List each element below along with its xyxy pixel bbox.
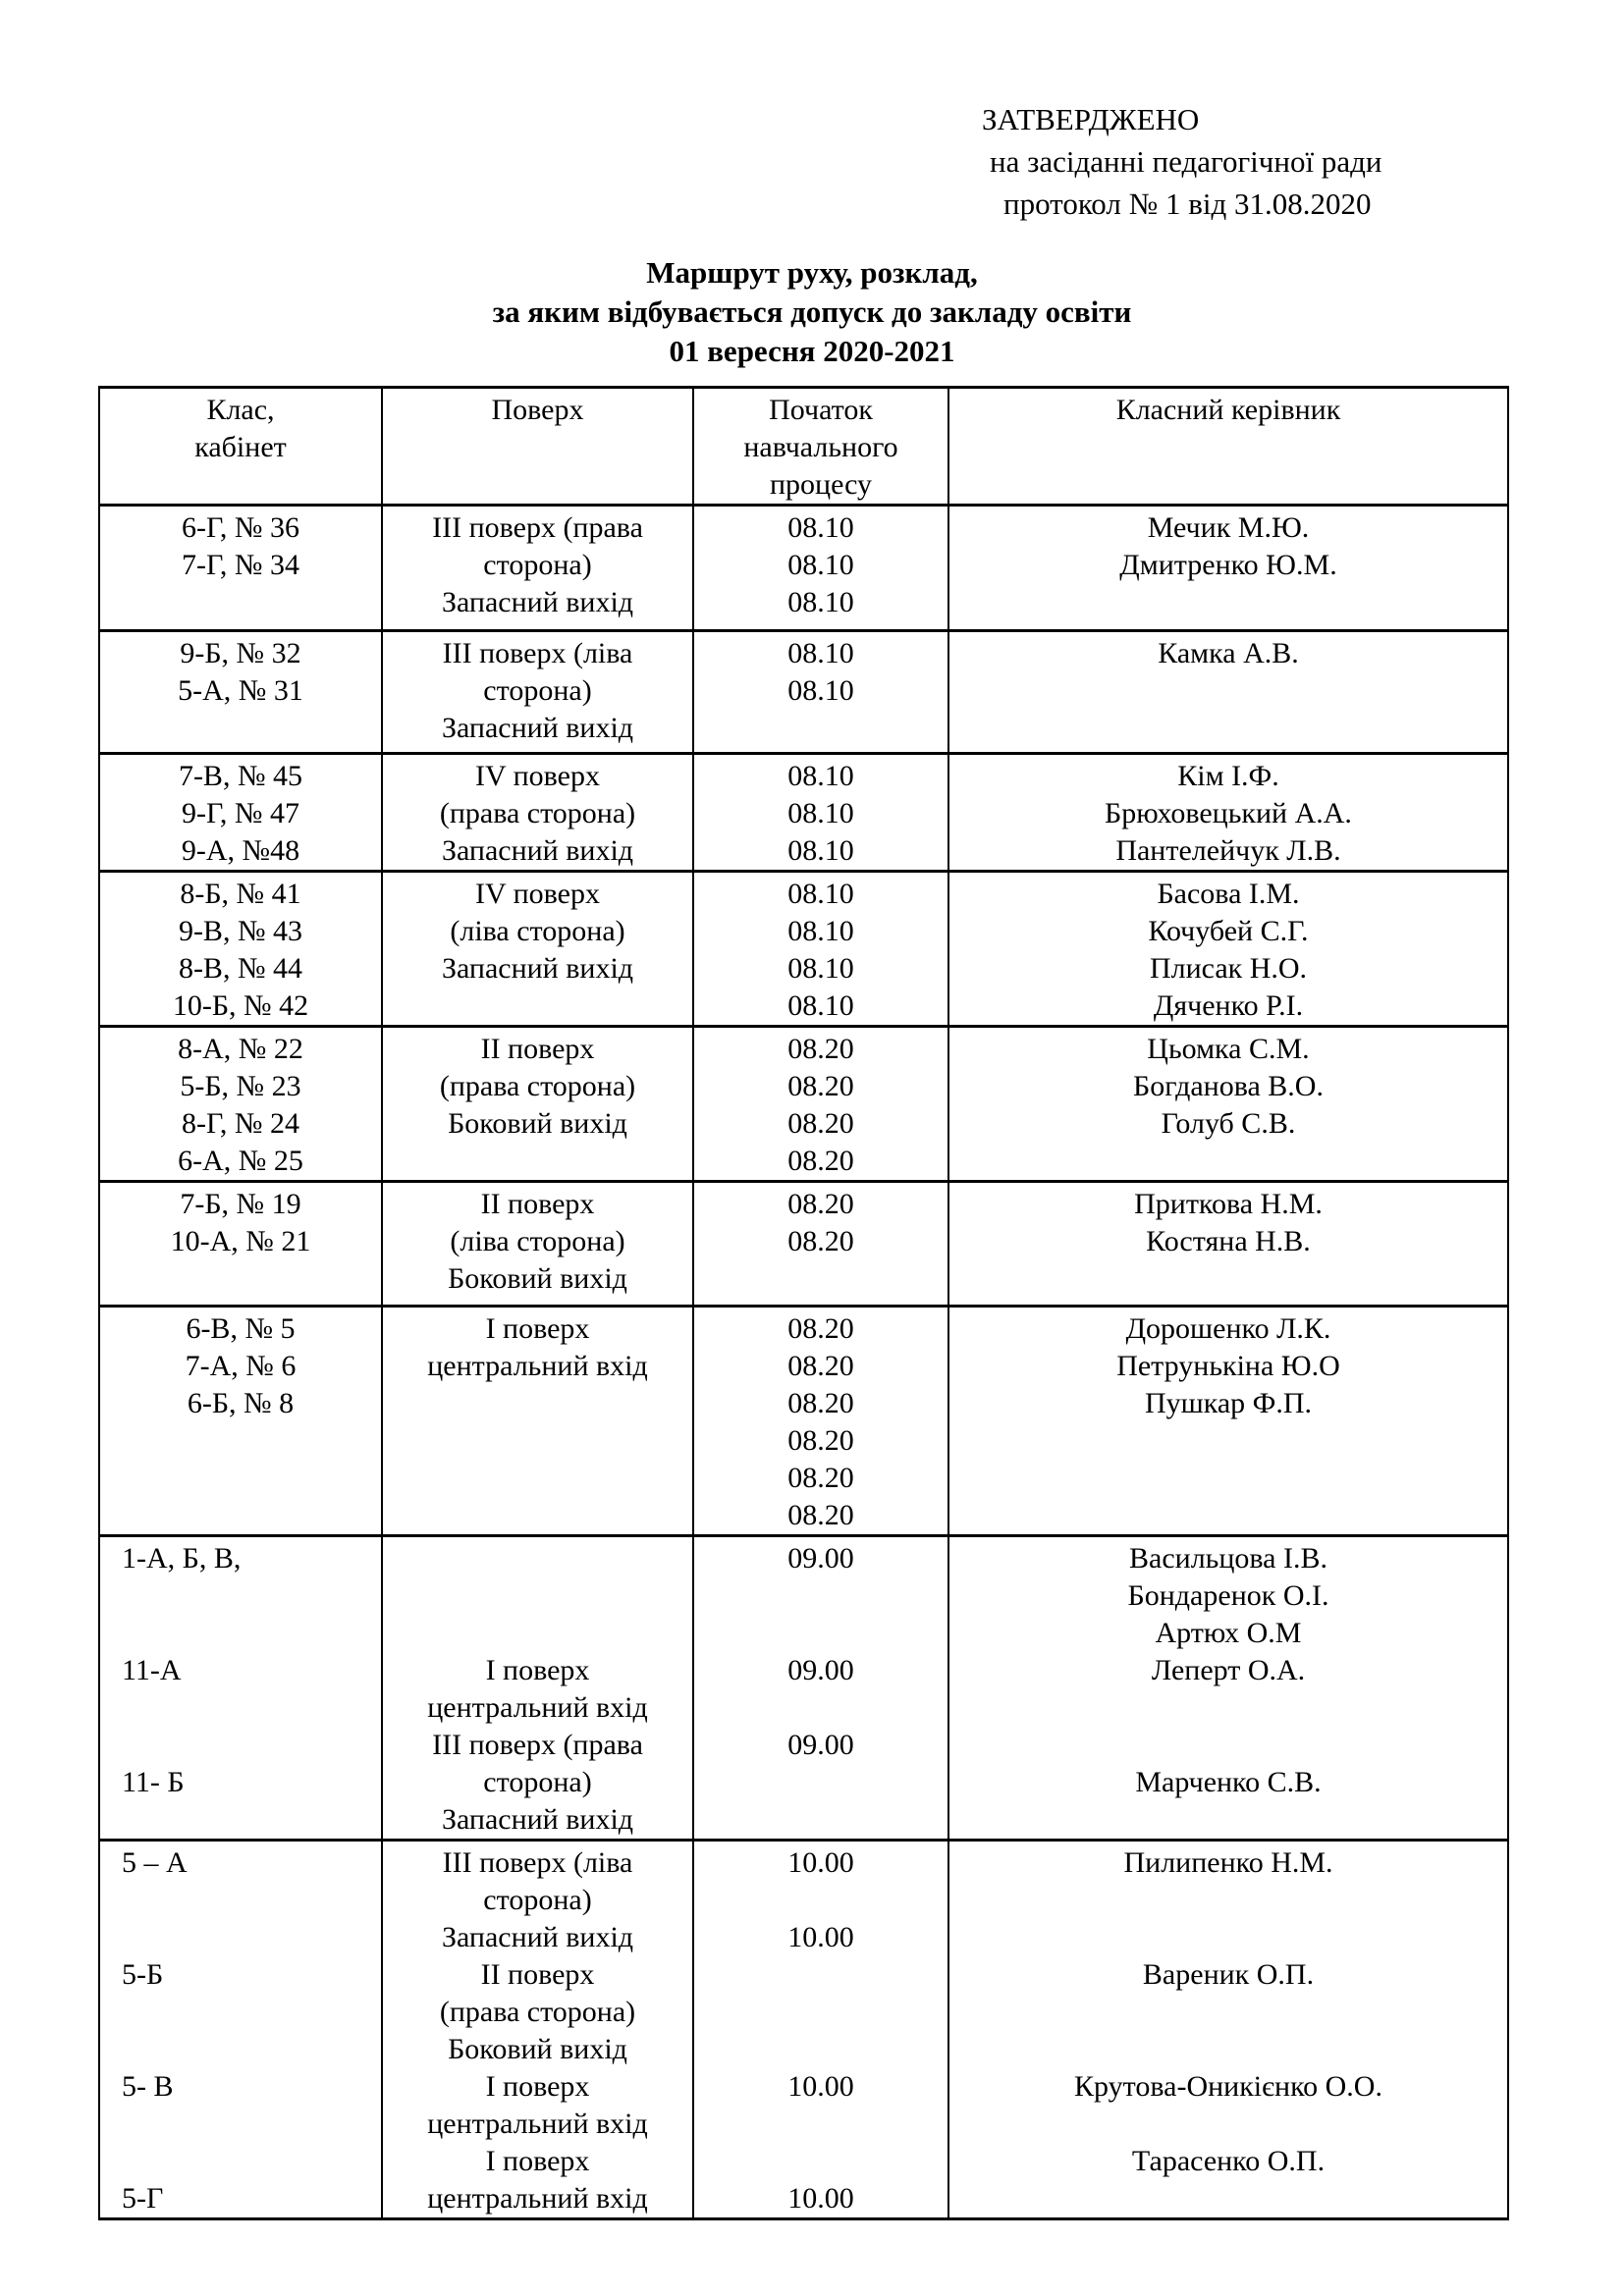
cell-class-room: [99, 506, 382, 631]
cell-start-time: [693, 872, 948, 1027]
cell-class-room-line: 9-Б, № 32: [180, 637, 301, 669]
table-row: [99, 1536, 1508, 1841]
cell-floor-route-line: І поверх: [485, 1654, 590, 1686]
cell-start-time-line: [698, 1689, 944, 1727]
schedule-table: [98, 386, 1509, 2220]
cell-class-room: [99, 1307, 382, 1536]
cell-start-time-line: [698, 2031, 944, 2068]
cell-start-time-line: 08.10: [787, 878, 854, 910]
cell-teacher: [948, 1841, 1508, 2219]
title-line-1: Маршрут руху, розклад,: [646, 255, 978, 290]
cell-floor-route-line: центральний вхід: [427, 1350, 648, 1382]
cell-teacher-line: Басова І.М.: [1157, 878, 1300, 910]
cell-teacher-line: Брюховецький А.А.: [1105, 797, 1352, 829]
cell-class-room-line: 11-А: [122, 1654, 182, 1686]
cell-start-time-line: 08.10: [787, 549, 854, 581]
table-body: [99, 506, 1508, 2219]
cell-teacher-line: [953, 1882, 1503, 1919]
cell-teacher-line: Марченко С.В.: [1135, 1766, 1322, 1798]
cell-teacher: [948, 1307, 1508, 1536]
cell-floor-route-line: ІІ поверх: [480, 1958, 595, 1991]
cell-class-room: [99, 1027, 382, 1182]
cell-teacher-line: Мечик М.Ю.: [1147, 511, 1310, 544]
cell-class-room-line: [122, 2106, 377, 2143]
table-row: [99, 754, 1508, 872]
cell-floor-route-line: (права сторона): [439, 797, 636, 829]
cell-floor-route-line: Боковий вихід: [448, 1262, 627, 1295]
cell-floor-route-line: Боковий вихід: [448, 1107, 627, 1140]
cell-floor-route-line: [387, 1540, 688, 1577]
cell-start-time-line: 08.10: [787, 952, 854, 985]
title-line-2: за яким відбувається допуск до закладу освіти: [492, 294, 1132, 329]
cell-class-room: [99, 1536, 382, 1841]
cell-start-time-line: 08.10: [787, 797, 854, 829]
cell-class-room-line: 11- Б: [122, 1766, 185, 1798]
cell-floor-route-line: ІІ поверх: [480, 1033, 595, 1065]
cell-start-time-line: 08.10: [787, 637, 854, 669]
cell-floor-route-line: І поверх: [485, 1312, 590, 1345]
cell-class-room: [99, 1841, 382, 2219]
cell-teacher-line: Костяна Н.В.: [1146, 1225, 1311, 1257]
cell-class-room-line: 5-Б: [122, 1958, 164, 1991]
cell-teacher-line: [953, 1689, 1503, 1727]
cell-floor-route-line: [387, 1577, 688, 1615]
table-row: [99, 1841, 1508, 2219]
cell-floor-route-line: сторона): [483, 1766, 592, 1798]
column-header-start-time: [693, 388, 948, 506]
cell-start-time-line: 08.20: [787, 1225, 854, 1257]
header-line: кабінет: [194, 431, 287, 463]
cell-floor-route-line: ІІІ поверх (права: [432, 511, 643, 544]
cell-teacher-line: [953, 1727, 1503, 1764]
cell-start-time: [693, 506, 948, 631]
approval-line-protocol: протокол № 1 від 31.08.2020: [1003, 187, 1372, 221]
cell-class-room-line: [122, 1919, 377, 1956]
cell-teacher-line: [953, 2106, 1503, 2143]
cell-teacher-line: Васильцова І.В.: [1129, 1542, 1327, 1575]
cell-class-room-line: [122, 2143, 377, 2180]
cell-start-time-line: 08.10: [787, 834, 854, 867]
cell-start-time-line: 10.00: [787, 1921, 854, 1953]
cell-teacher-line: [953, 2031, 1503, 2068]
cell-start-time: [693, 1182, 948, 1307]
cell-teacher-line: Пушкар Ф.П.: [1144, 1387, 1313, 1419]
cell-teacher-line: [953, 1919, 1503, 1956]
table-row: [99, 1027, 1508, 1182]
cell-teacher-line: Цьомка С.М.: [1147, 1033, 1310, 1065]
cell-start-time: [693, 1027, 948, 1182]
cell-floor-route-line: центральний вхід: [427, 2182, 648, 2215]
cell-class-room-line: 7-Г, № 34: [181, 549, 300, 581]
approval-block: [982, 98, 1381, 225]
cell-floor-route-line: І поверх: [485, 2145, 590, 2177]
cell-teacher-line: Дяченко Р.І.: [1153, 989, 1304, 1022]
cell-floor-route-line: [387, 1615, 688, 1652]
cell-floor-route-line: Запасний вихід: [441, 834, 634, 867]
cell-start-time-line: 08.20: [787, 1107, 854, 1140]
title-line-3: 01 вересня 2020-2021: [669, 334, 955, 368]
cell-class-room: [99, 631, 382, 754]
cell-start-time: [693, 631, 948, 754]
cell-class-room-line: [122, 1689, 377, 1727]
cell-floor-route-line: ІІІ поверх (ліва: [442, 1846, 633, 1879]
cell-class-room-line: [122, 1882, 377, 1919]
cell-floor-route-line: (ліва сторона): [450, 915, 625, 947]
cell-class-room-line: 5-А, № 31: [178, 674, 303, 707]
cell-class-room-line: 1-А, Б, В,: [122, 1542, 242, 1575]
cell-floor-route-line: сторона): [483, 549, 592, 581]
cell-start-time-line: [698, 1882, 944, 1919]
cell-start-time-line: [698, 2143, 944, 2180]
column-header-teacher: [948, 388, 1508, 506]
cell-floor-route: [382, 1841, 693, 2219]
cell-start-time: [693, 1841, 948, 2219]
cell-class-room: [99, 1182, 382, 1307]
cell-teacher: [948, 872, 1508, 1027]
cell-floor-route: [382, 1027, 693, 1182]
cell-class-room-line: 9-А, №48: [181, 834, 300, 867]
cell-start-time-line: 08.20: [787, 1499, 854, 1531]
cell-start-time-line: 08.10: [787, 915, 854, 947]
cell-start-time-line: [698, 1577, 944, 1615]
header-line: процесу: [769, 468, 873, 501]
cell-floor-route: [382, 631, 693, 754]
approval-line-council: на засіданні педагогічної ради: [990, 144, 1382, 179]
cell-class-room-line: [122, 1727, 377, 1764]
cell-floor-route-line: Запасний вихід: [441, 1803, 634, 1836]
table-row: [99, 631, 1508, 754]
cell-start-time-line: 08.20: [787, 1312, 854, 1345]
cell-class-room-line: 8-А, № 22: [178, 1033, 303, 1065]
cell-start-time-line: 09.00: [787, 1542, 854, 1575]
cell-teacher: [948, 1027, 1508, 1182]
cell-class-room-line: 10-Б, № 42: [172, 989, 309, 1022]
cell-class-room-line: 5 – А: [122, 1846, 188, 1879]
cell-start-time-line: 10.00: [787, 2182, 854, 2215]
cell-class-room-line: 6-А, № 25: [178, 1145, 303, 1177]
cell-class-room-line: 5-Г: [122, 2182, 164, 2215]
cell-floor-route-line: ІV поверх: [475, 760, 600, 792]
cell-start-time-line: 08.20: [787, 1070, 854, 1102]
cell-teacher-line: Пилипенко Н.М.: [1123, 1846, 1333, 1879]
cell-teacher: [948, 1536, 1508, 1841]
cell-floor-route-line: (ліва сторона): [450, 1225, 625, 1257]
cell-start-time-line: [698, 1615, 944, 1652]
cell-class-room-line: 8-Г, № 24: [181, 1107, 300, 1140]
cell-start-time-line: 08.20: [787, 1424, 854, 1457]
cell-start-time-line: 08.20: [787, 1033, 854, 1065]
cell-teacher-line: Крутова-Оникієнко О.О.: [1074, 2070, 1382, 2103]
cell-teacher-line: Артюх О.М: [1155, 1617, 1302, 1649]
header-row: [99, 388, 1508, 506]
cell-floor-route: [382, 872, 693, 1027]
column-header-floor: [382, 388, 693, 506]
cell-start-time-line: 08.10: [787, 674, 854, 707]
cell-floor-route: [382, 1307, 693, 1536]
cell-class-room-line: [122, 2031, 377, 2068]
cell-floor-route-line: (права сторона): [439, 1070, 636, 1102]
cell-class-room-line: [122, 1994, 377, 2031]
cell-class-room-line: 6-В, № 5: [186, 1312, 296, 1345]
cell-class-room-line: 8-В, № 44: [178, 952, 303, 985]
cell-floor-route-line: ІІІ поверх (права: [432, 1729, 643, 1761]
cell-floor-route-line: сторона): [483, 1884, 592, 1916]
cell-start-time-line: [698, 1956, 944, 1994]
cell-start-time: [693, 754, 948, 872]
cell-floor-route-line: І поверх: [485, 2070, 590, 2103]
cell-floor-route-line: Запасний вихід: [441, 586, 634, 618]
cell-start-time-line: [698, 2106, 944, 2143]
cell-teacher-line: Приткова Н.М.: [1134, 1188, 1323, 1220]
header-line: Поверх: [491, 394, 584, 426]
cell-class-room-line: 8-Б, № 41: [180, 878, 301, 910]
approval-line-approved: ЗАТВЕРДЖЕНО: [982, 102, 1200, 136]
header-line: Початок: [769, 394, 873, 426]
header-line: навчального: [743, 431, 898, 463]
cell-start-time: [693, 1536, 948, 1841]
table-row: [99, 506, 1508, 631]
cell-start-time-line: 08.10: [787, 989, 854, 1022]
cell-class-room-line: 5- В: [122, 2070, 174, 2103]
cell-class-room-line: 9-Г, № 47: [181, 797, 300, 829]
cell-teacher-line: Камка А.В.: [1158, 637, 1299, 669]
cell-class-room: [99, 754, 382, 872]
cell-start-time-line: 08.20: [787, 1350, 854, 1382]
cell-floor-route-line: центральний вхід: [427, 1691, 648, 1724]
table-row: [99, 1307, 1508, 1536]
cell-start-time-line: [698, 1994, 944, 2031]
cell-floor-route-line: (права сторона): [439, 1996, 636, 2028]
cell-start-time-line: 10.00: [787, 2070, 854, 2103]
cell-floor-route-line: Запасний вихід: [441, 1921, 634, 1953]
cell-teacher-line: [953, 1994, 1503, 2031]
table-head: [99, 388, 1508, 506]
cell-start-time-line: 08.20: [787, 1145, 854, 1177]
cell-start-time-line: 08.10: [787, 760, 854, 792]
cell-teacher-line: Тарасенко О.П.: [1131, 2145, 1326, 2177]
cell-floor-route-line: Запасний вихід: [441, 712, 634, 744]
cell-floor-route-line: сторона): [483, 674, 592, 707]
cell-teacher: [948, 754, 1508, 872]
cell-floor-route-line: ІІ поверх: [480, 1188, 595, 1220]
cell-start-time-line: 09.00: [787, 1654, 854, 1686]
cell-floor-route: [382, 506, 693, 631]
column-header-class-room: [99, 388, 382, 506]
cell-teacher: [948, 1182, 1508, 1307]
cell-class-room: [99, 872, 382, 1027]
cell-floor-route: [382, 1536, 693, 1841]
cell-class-room-line: 10-А, № 21: [170, 1225, 311, 1257]
cell-teacher-line: Пантелейчук Л.В.: [1115, 834, 1341, 867]
header-line: Клас,: [206, 394, 275, 426]
cell-class-room-line: [122, 1615, 377, 1652]
cell-floor-route-line: ІV поверх: [475, 878, 600, 910]
header-line: Класний керівник: [1115, 394, 1341, 426]
document-title: [0, 253, 1624, 371]
cell-teacher-line: Плисак Н.О.: [1149, 952, 1308, 985]
cell-start-time-line: 08.20: [787, 1188, 854, 1220]
cell-floor-route: [382, 1182, 693, 1307]
cell-start-time-line: 09.00: [787, 1729, 854, 1761]
cell-teacher-line: Леперт О.А.: [1151, 1654, 1306, 1686]
cell-teacher-line: Вареник О.П.: [1142, 1958, 1315, 1991]
cell-class-room-line: 7-В, № 45: [178, 760, 303, 792]
cell-teacher: [948, 631, 1508, 754]
cell-teacher-line: Дорошенко Л.К.: [1125, 1312, 1331, 1345]
cell-start-time-line: 08.20: [787, 1462, 854, 1494]
cell-floor-route-line: Запасний вихід: [441, 952, 634, 985]
cell-floor-route-line: центральний вхід: [427, 2108, 648, 2140]
cell-floor-route-line: ІІІ поверх (ліва: [442, 637, 633, 669]
cell-start-time: [693, 1307, 948, 1536]
cell-start-time-line: 10.00: [787, 1846, 854, 1879]
cell-start-time-line: 08.10: [787, 511, 854, 544]
cell-class-room-line: 6-Б, № 8: [187, 1387, 295, 1419]
cell-class-room-line: 7-А, № 6: [185, 1350, 297, 1382]
cell-teacher-line: Бондаренок О.І.: [1127, 1579, 1329, 1612]
cell-start-time-line: 08.20: [787, 1387, 854, 1419]
cell-teacher-line: Голуб С.В.: [1161, 1107, 1296, 1140]
cell-class-room-line: 6-Г, № 36: [181, 511, 300, 544]
cell-class-room-line: 9-В, № 43: [178, 915, 303, 947]
cell-teacher-line: Богданова В.О.: [1133, 1070, 1324, 1102]
cell-teacher-line: Петрунькіна Ю.О: [1116, 1350, 1340, 1382]
cell-class-room-line: 7-Б, № 19: [180, 1188, 301, 1220]
cell-teacher: [948, 506, 1508, 631]
cell-class-room-line: 5-Б, № 23: [180, 1070, 301, 1102]
cell-teacher-line: Кім І.Ф.: [1177, 760, 1279, 792]
table-row: [99, 1182, 1508, 1307]
cell-class-room-line: [122, 1577, 377, 1615]
cell-floor-route-line: Боковий вихід: [448, 2033, 627, 2065]
cell-start-time-line: 08.10: [787, 586, 854, 618]
cell-teacher-line: Кочубей С.Г.: [1148, 915, 1309, 947]
table-row: [99, 872, 1508, 1027]
cell-floor-route: [382, 754, 693, 872]
cell-teacher-line: Дмитренко Ю.М.: [1119, 549, 1337, 581]
